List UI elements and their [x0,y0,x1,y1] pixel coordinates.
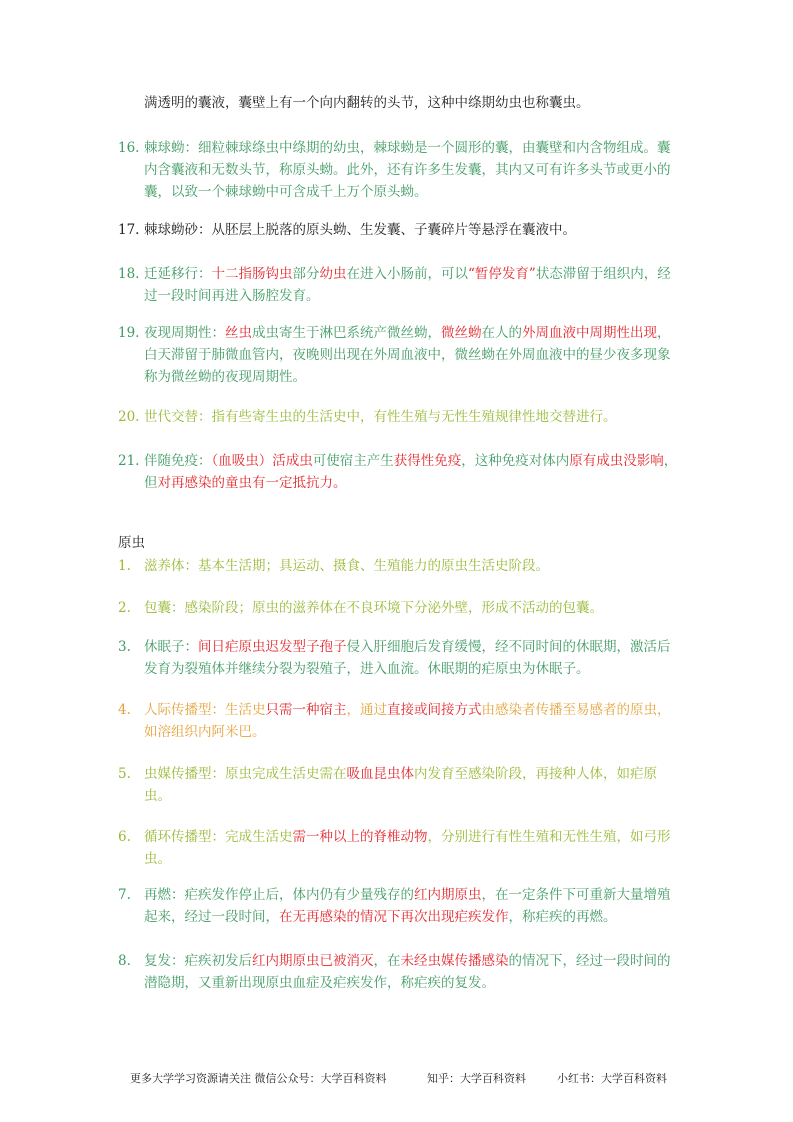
text-run: 可使宿主产生 [312,453,394,469]
footer-zhihu: 知乎：大学百科资料 [427,1072,526,1085]
text-run: 成虫寄生于淋巴系统产微丝蚴， [252,325,441,341]
text-run: 棘球蚴：细粒棘球绦虫中绦期的幼虫，棘球蚴是一个圆形的囊，由囊壁和内含物组成。囊内含囊液和无数头节，称原头蚴。此外，还有许多生发囊，其内又可有许多头节或更小的囊，以致一个棘球蚴中可含成千上万个原头蚴。 [144,140,671,200]
text-run: 在人的 [481,325,522,341]
item-text [144,763,678,807]
item-number: 7. [118,887,131,903]
text-run: 部分 [292,266,320,282]
item-number: 17. [118,222,140,238]
text-run: 由感染者传播至易感者的原虫，如溶组织内阿米巴。 [144,702,671,740]
text-run: 原有成虫没影响 [569,453,664,469]
footer-xiaohongshu: 小红书：大学百科资料 [557,1072,667,1085]
text-run: 在无再感染的情况下再次出现疟疾发作 [279,909,509,925]
item-number: 3. [118,639,131,655]
item-text [144,884,678,928]
item-text [144,406,678,428]
continuation-paragraph [144,92,678,114]
text-run: ，通过 [346,702,387,718]
text-run: “暂停发育” [468,266,536,282]
list-item [118,263,678,307]
text-run: 再燃：疟疾发作停止后，体内仍有少量残存的 [144,887,414,903]
text-run: 复发：疟疾初发后 [144,953,252,969]
item-text [144,555,678,577]
text-run: 伴随免疫： [144,453,212,469]
list-item [118,137,678,203]
text-run: 内发育至感染阶段，再接种人体，如疟原虫。 [144,766,657,804]
item-number: 19. [118,325,140,341]
list-item [118,219,678,241]
text-run: 迁延移行： [144,266,212,282]
text-run: 满透明的囊液，囊壁上有一个向内翻转的头节，这种中绦期幼虫也称囊虫。 [144,95,590,111]
text-run: 间日疟原虫迟发型子孢子 [198,639,347,655]
item-text [144,826,678,870]
text-run: 外周血液中周期性出现 [522,325,657,341]
item-text [144,137,678,203]
text-run: 吸血昆虫体 [346,766,414,782]
item-text [144,597,678,619]
text-run: 夜现周期性： [144,325,225,341]
item-number: 21. [118,453,140,469]
item-number: 18. [118,266,140,282]
item-number: 6. [118,829,131,845]
text-run: 人际传播型：生活史 [144,702,266,718]
item-text [144,450,678,494]
text-run: ，但 [144,453,678,491]
text-run: 的情况下，经过一段时间的潜隐期，又重新出现原虫血症及疟疾发作，称疟疾的复发。 [144,953,671,991]
list-item [118,406,678,428]
item-text [144,219,678,241]
text-run: 棘球蚴砂：从胚层上脱落的原头蚴、生发囊、子囊碎片等悬浮在囊液中。 [144,222,576,238]
text-run: 只需一种宿主 [265,702,347,718]
item-text [144,699,678,743]
text-run: （血吸虫） [211,453,273,469]
text-run: 需一种以上的脊椎动物 [292,829,428,845]
text-run: ，在 [373,953,401,969]
text-run: 获得性免疫 [393,453,462,469]
text-run: 在进入小肠前，可以 [346,266,468,282]
list-item [118,555,678,577]
item-number: 2. [118,600,131,616]
item-number: 16. [118,140,140,156]
item-number: 4. [118,702,131,718]
text-run: 休眠子： [144,639,198,655]
text-run: ，这种免疫对体内 [461,453,570,469]
text-run: 世代交替：指有些寄生虫的生活史中，有性生殖与无性生殖规律性地交替进行。 [144,409,617,425]
item-number: 20. [118,409,140,425]
text-run: 对再感染的童虫有一定抵抗力。 [157,475,347,491]
text-run: ，称疟疾的再燃。 [508,909,617,925]
list-item [118,450,678,494]
list-item [118,826,678,870]
text-run: ，白天滞留于肺微血管内，夜晚则出现在外周血液中，微丝蚴在外周血液中的昼少夜多现象称为微丝蚴的夜现周期性。 [144,325,671,385]
text-run: 红内期原虫已被消灭 [252,953,374,969]
text-run: ，在一定条件下可重新大量增殖起来，经过一段时间， [144,887,671,925]
list-item [118,763,678,807]
item-text [144,950,678,994]
text-run: 微丝蚴 [441,325,482,341]
footer-wechat: 更多大学学习资源请关注 微信公众号：大学百科资料 [130,1072,387,1085]
text-run: 红内期原虫 [414,887,482,903]
item-text [144,322,678,388]
text-run: 滋养体：基本生活期；具运动、摄食、生殖能力的原虫生活史阶段。 [144,558,549,574]
text-run: 直接或间接方式 [387,702,482,718]
list-item [118,884,678,928]
list-item [118,950,678,994]
item-text [144,636,678,680]
item-text [144,263,678,307]
text-run: 包囊：感染阶段；原虫的滋养体在不良环境下分泌外壁，形成不活动的包囊。 [144,600,603,616]
text-run: 循环传播型：完成生活史 [144,829,293,845]
list-item [118,699,678,743]
text-run: 十二指肠钩虫 [211,266,293,282]
list-item [118,322,678,388]
text-run: 未经虫媒传播感染 [400,953,509,969]
item-number: 5. [118,766,131,782]
text-run: ，分别进行有性生殖和无性生殖，如弓形虫。 [144,829,671,867]
text-run: 侵入肝细胞后发育缓慢，经不同时间的休眠期，激活后发育为裂殖体并继续分裂为裂殖子，进入血流。休眠期的疟原虫为休眠子。 [144,639,671,677]
item-number: 1. [118,558,131,574]
item-number: 8. [118,953,131,969]
text-run: 状态滞留于组织内，经过一段时间再进入肠腔发育。 [144,266,671,304]
list-item [118,597,678,619]
text-run: 活成虫 [272,453,313,469]
section-heading: 原虫 [118,535,145,551]
text-run: 虫媒传播型：原虫完成生活史需在 [144,766,347,782]
list-item [118,636,678,680]
text-run: 幼虫 [319,266,347,282]
text-run: 丝虫 [225,325,252,341]
